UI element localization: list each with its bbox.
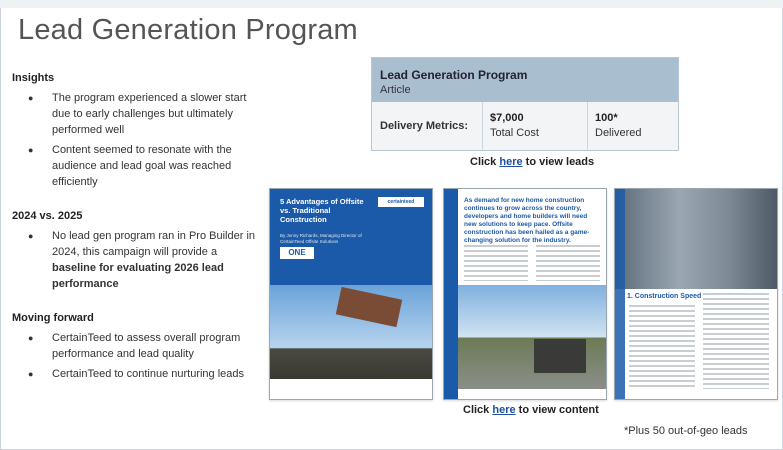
metrics-row bbox=[372, 102, 678, 150]
insights-item: ● Content seemed to resonate with the audience and lead goal was reached efficiently bbox=[12, 142, 262, 190]
moving-forward-heading: Moving forward bbox=[12, 312, 94, 324]
metrics-title: Lead Generation Program bbox=[380, 68, 528, 82]
insights-section bbox=[12, 72, 262, 190]
comparison-list bbox=[12, 228, 262, 292]
view-content-text bbox=[463, 404, 599, 416]
insights-list bbox=[12, 90, 262, 190]
comparison-item-bold: baseline for evaluating 2026 lead performance bbox=[52, 262, 224, 290]
body-text-lines bbox=[629, 305, 695, 389]
view-content-link[interactable]: here bbox=[492, 404, 516, 416]
cover-heading: 5 Advantages of Offsite vs. Traditional Construction bbox=[280, 197, 364, 224]
comparison-heading: 2024 vs. 2025 bbox=[12, 210, 83, 222]
page-side-band bbox=[615, 189, 625, 399]
insights-heading: Insights bbox=[12, 72, 55, 84]
page-three-heading: 1. Construction Speed bbox=[627, 293, 702, 300]
view-leads-prefix: Click bbox=[470, 156, 500, 168]
factory-photo bbox=[615, 189, 777, 289]
metrics-subtitle: Article bbox=[380, 84, 411, 96]
metrics-table bbox=[371, 57, 679, 151]
view-content-suffix: to view content bbox=[515, 404, 599, 416]
metrics-header bbox=[372, 58, 678, 102]
delivered-caption: Delivered bbox=[595, 127, 642, 139]
comparison-item-text: No lead gen program ran in Pro Builder in 2024, this campaign will provide a bbox=[52, 230, 256, 258]
content-page-cover[interactable] bbox=[269, 188, 433, 400]
certainteed-logo: certainteed bbox=[378, 197, 424, 207]
footnote: *Plus 50 out-of-geo leads bbox=[624, 425, 748, 437]
content-page-three[interactable] bbox=[614, 188, 778, 400]
view-leads-text bbox=[470, 156, 594, 168]
slide-top-bar bbox=[0, 0, 783, 8]
content-page-two[interactable] bbox=[443, 188, 607, 400]
body-text-lines bbox=[703, 293, 769, 389]
moving-forward-section bbox=[12, 312, 262, 382]
page-side-band bbox=[444, 189, 458, 399]
view-content-prefix: Click bbox=[463, 404, 493, 416]
metrics-label: Delivery Metrics: bbox=[380, 120, 469, 132]
moving-forward-item: ● CertainTeed to assess overall program performance and lead quality bbox=[12, 330, 262, 362]
delivered-value: 100* bbox=[595, 112, 618, 124]
page-two-heading: As demand for new home construction continues to grow across the country, developers and home builders will need new solutions to keep pace. Offsite construction has been hailed as a game-changing solution for the industry. bbox=[464, 197, 590, 244]
cover-footer bbox=[270, 379, 432, 399]
page-title: Lead Generation Program bbox=[18, 14, 358, 46]
metrics-divider bbox=[482, 102, 483, 150]
page-two-photo bbox=[458, 285, 606, 389]
total-cost-value: $7,000 bbox=[490, 112, 524, 124]
body-text-lines bbox=[464, 245, 528, 281]
body-text-lines bbox=[536, 245, 600, 281]
cover-header-panel bbox=[270, 189, 432, 285]
view-leads-suffix: to view leads bbox=[522, 156, 595, 168]
cover-byline: By Jonny Richards, Managing Director of CertainTeed Offsite Solutions bbox=[280, 233, 362, 244]
metrics-divider bbox=[587, 102, 588, 150]
house-graphic bbox=[534, 339, 586, 373]
comparison-section bbox=[12, 210, 262, 292]
one-logo: ONE bbox=[280, 247, 314, 259]
view-leads-link[interactable]: here bbox=[499, 156, 523, 168]
total-cost-caption: Total Cost bbox=[490, 127, 539, 139]
notes-column bbox=[12, 72, 262, 402]
moving-forward-list bbox=[12, 330, 262, 382]
insights-item: ● The program experienced a slower start due to early challenges but ultimately performed well bbox=[12, 90, 262, 138]
comparison-item bbox=[12, 228, 262, 292]
moving-forward-item: ● CertainTeed to continue nurturing leads bbox=[12, 366, 262, 382]
